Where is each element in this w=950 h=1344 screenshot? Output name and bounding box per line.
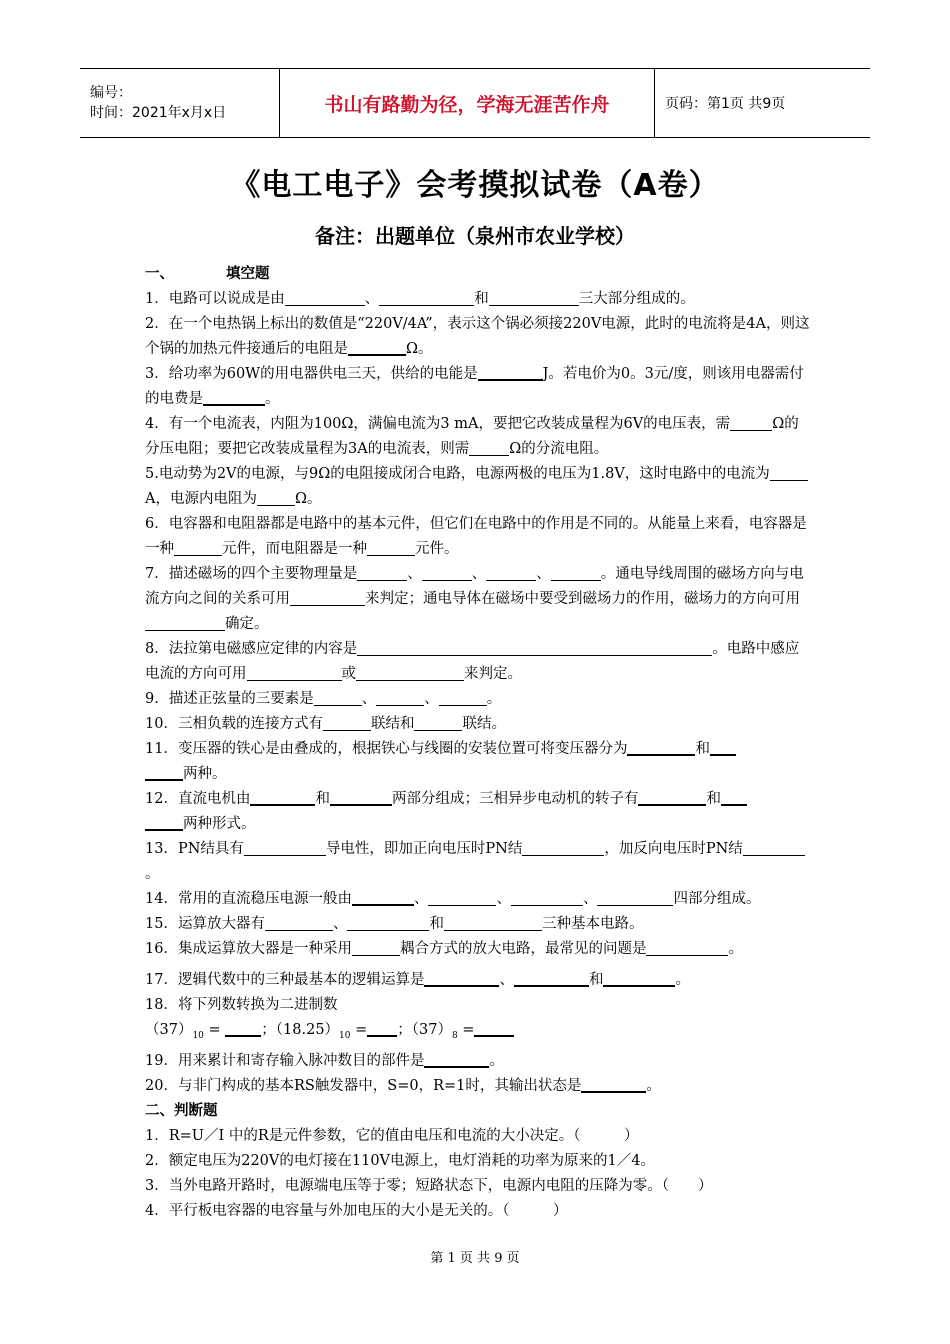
judge-question-2: 2．额定电压为220V的电灯接在110V电源上，电灯消耗的功率为原来的1／4。 — [145, 1152, 655, 1169]
header-meta — [80, 69, 280, 137]
judge-question-4: 4．平行板电容器的电容量与外加电压的大小是无关的。（ ） — [145, 1202, 568, 1219]
question-18: 18．将下列数转换为二进制数 — [145, 997, 338, 1013]
page-footer: 第 1 页 共 9 页 — [430, 1251, 520, 1266]
exam-title: 《电工电子》会考摸拟试卷（A卷） — [230, 168, 720, 203]
question-11: 11．变压器的铁心是由叠成的，根据铁心与线圈的安装位置可将变压器分为 和 两种。 — [145, 737, 810, 787]
page-header — [80, 68, 870, 138]
question-15: 15．运算放大器有 、 和 三种基本电路。 — [145, 916, 644, 932]
document-number-label: 编号： — [90, 85, 132, 101]
question-6: 6．电容器和电阻器都是电路中的基本元件，但它们在电路中的作用是不同的。从能量上来看，电容器是一种 元件，而电阻器是一种 元件。 — [145, 516, 807, 557]
question-14: 14．常用的直流稳压电源一般由 、 、 、 四部分组成。 — [145, 887, 810, 912]
question-7: 7．描述磁场的四个主要物理量是 、 、 、 。通电导线周围的磁场方向与电流方向之间的关系可用 来判定；通电导体在磁场中要受到磁场力的作用，磁场力的方向可用确定。 — [145, 566, 804, 632]
judge-question-3: 3．当外电路开路时，电源端电压等于零；短路状态下，电源内电阻的压降为零。（ ） — [145, 1177, 713, 1194]
question-1: 1．电路可以说成是由 、 和 三大部分组成的。 — [145, 291, 695, 307]
question-4: 4．有一个电流表，内阻为100Ω，满偏电流为3 mA，要把它改装成量程为6V的电压表，需 Ω的分压电阻；要把它改装成量程为3A的电流表，则需 Ω的分流电阻。 — [145, 416, 799, 457]
question-3: 3．给功率为60W的用电器供电三天，供给的电能是 J。若电价为0。3元/度，则该用电器需付的电费是 。 — [145, 362, 810, 412]
question-17: 17．逻辑代数中的三种最基本的逻辑运算是 、 和 。 — [145, 968, 810, 993]
question-2: 2．在一个电热锅上标出的数值是“220V/4A”，表示这个锅必须接220V电源，此时的电流将是4A，则这个锅的加热元件接通后的电阻是 Ω。 — [145, 316, 810, 357]
question-18-items: $(37)_{10}$ = ；$(18.25)_{10}$ = ；$(37)_8$ = — [145, 1018, 810, 1049]
exam-subtitle: 备注：出题单位（泉州市农业学校） — [315, 224, 635, 248]
header-page-info: 页码：第1页 共9页 — [665, 96, 786, 112]
header-motto: 书山有路勤为径，学海无涯苦作舟 — [280, 69, 655, 137]
exam-content — [145, 262, 810, 1224]
section-number: 一、 — [145, 266, 174, 282]
section-title: 填空题 — [226, 266, 270, 282]
question-5: 5.电动势为2V的电源，与9Ω的电阻接成闭合电路，电源两极的电压为1.8V，这时电路中的电流为A，电源内电阻为 Ω。 — [145, 462, 810, 512]
question-10: 10．三相负载的连接方式有 联结和 联结。 — [145, 716, 506, 732]
question-20: 20．与非门构成的基本RS触发器中，S=0，R=1时，其输出状态是 。 — [145, 1074, 810, 1099]
question-13: 13．PN结具有 导电性，即加正向电压时PN结 ，加反向电压时PN结。 — [145, 837, 810, 887]
document-date: 时间：2021年x月x日 — [90, 105, 227, 121]
question-16: 16．集成运算放大器是一种采用 耦合方式的放大电路，最常见的问题是 。 — [145, 941, 743, 957]
judge-question-1: 1．R=U／I 中的R是元件参数，它的值由电压和电流的大小决定。（ ） — [145, 1127, 639, 1144]
question-12: 12．直流电机由 和 两部分组成；三相异步电动机的转子有 和 两种形式。 — [145, 787, 810, 837]
question-9: 9．描述正弦量的三要素是 、 、 。 — [145, 691, 502, 707]
question-19: 19．用来累计和寄存输入脉冲数目的部件是 。 — [145, 1049, 810, 1074]
question-8: 8．法拉第电磁感应定律的内容是 。电路中感应电流的方向可用 或 来判定。 — [145, 641, 800, 682]
section-judge-heading: 二、判断题 — [145, 1102, 218, 1119]
section-fill-heading — [145, 262, 810, 287]
